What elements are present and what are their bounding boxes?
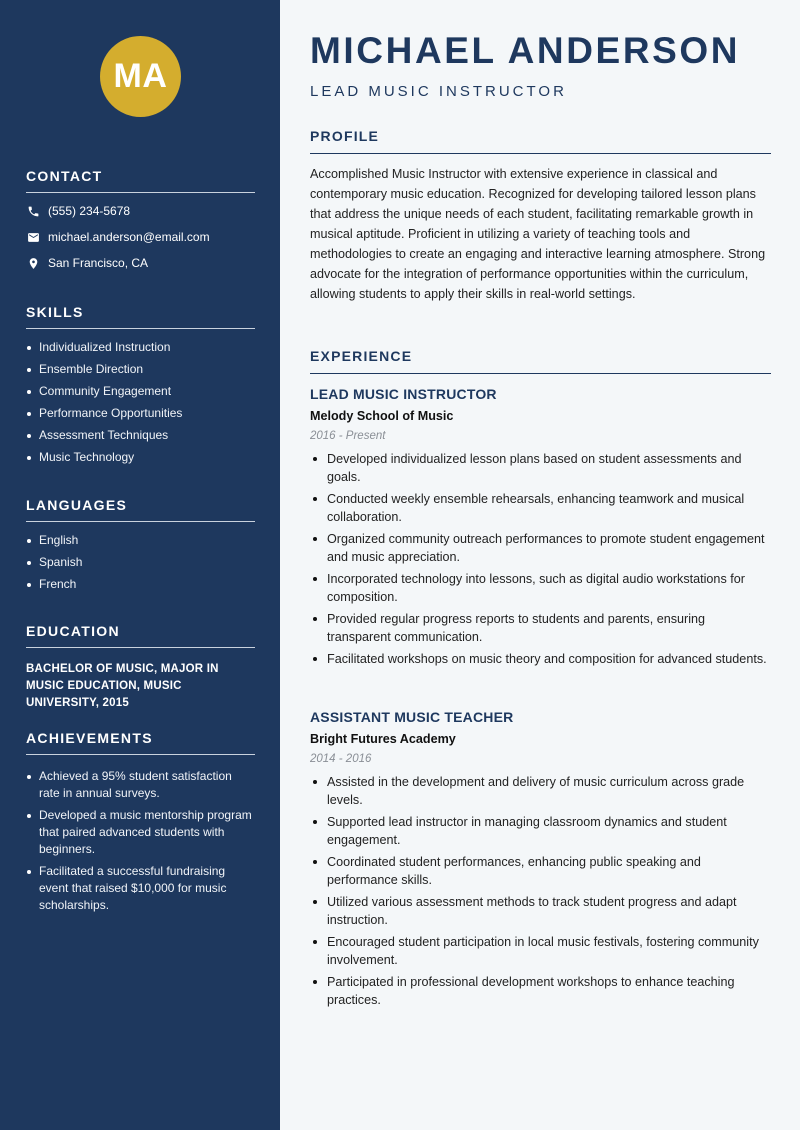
job-bullet: Supported lead instructor in managing classroom dynamics and student engagement. (310, 813, 771, 849)
candidate-role: LEAD MUSIC INSTRUCTOR (310, 83, 567, 100)
sidebar (0, 0, 280, 1130)
achievements-heading: ACHIEVEMENTS (26, 730, 255, 755)
job-company: Melody School of Music (310, 409, 454, 423)
job-bullets (310, 773, 771, 1009)
job-bullet: Incorporated technology into lessons, such as digital audio workstations for composition. (310, 570, 771, 606)
job-bullet: Developed individualized lesson plans based on student assessments and goals. (310, 450, 771, 486)
achievements-list (26, 768, 255, 914)
profile-heading: PROFILE (310, 128, 771, 154)
languages-section (26, 497, 255, 598)
job-bullet: Participated in professional development workshops to enhance teaching practices. (310, 973, 771, 1009)
skill-item: Ensemble Direction (26, 361, 255, 378)
skills-list (26, 339, 255, 466)
job-title: LEAD MUSIC INSTRUCTOR (310, 386, 497, 402)
job-bullet: Utilized various assessment methods to track student progress and adapt instruction. (310, 893, 771, 929)
job-bullet: Encouraged student participation in local music festivals, fostering community involvement. (310, 933, 771, 969)
skills-section (26, 304, 255, 471)
languages-heading: LANGUAGES (26, 497, 255, 522)
job-entry (310, 709, 771, 1013)
job-bullet: Provided regular progress reports to students and parents, ensuring transparent communication. (310, 610, 771, 646)
experience-heading: EXPERIENCE (310, 348, 771, 374)
location-text: San Francisco, CA (48, 256, 149, 270)
job-company: Bright Futures Academy (310, 732, 456, 746)
contact-email (26, 230, 255, 244)
email-text[interactable]: michael.anderson@email.com (48, 230, 210, 244)
job-bullet: Coordinated student performances, enhancing public speaking and performance skills. (310, 853, 771, 889)
contact-section (26, 168, 255, 270)
language-item: English (26, 532, 255, 549)
achievement-item: Developed a music mentorship program that paired advanced students with beginners. (26, 807, 255, 858)
contact-phone (26, 204, 255, 218)
candidate-name: MICHAEL ANDERSON (310, 30, 741, 71)
job-title: ASSISTANT MUSIC TEACHER (310, 709, 514, 725)
skill-item: Assessment Techniques (26, 427, 255, 444)
avatar: MA (100, 36, 181, 117)
job-bullet: Conducted weekly ensemble rehearsals, enhancing teamwork and musical collaboration. (310, 490, 771, 526)
skill-item: Music Technology (26, 449, 255, 466)
languages-list (26, 532, 255, 593)
skill-item: Individualized Instruction (26, 339, 255, 356)
job-entry (310, 386, 771, 672)
education-text: BACHELOR OF MUSIC, MAJOR IN MUSIC EDUCATION, MUSIC UNIVERSITY, 2015 (26, 663, 219, 709)
location-pin-icon (26, 256, 40, 270)
language-item: French (26, 576, 255, 593)
achievement-item: Achieved a 95% student satisfaction rate in annual surveys. (26, 768, 255, 802)
job-bullet: Assisted in the development and delivery of music curriculum across grade levels. (310, 773, 771, 809)
language-item: Spanish (26, 554, 255, 571)
skill-item: Community Engagement (26, 383, 255, 400)
achievement-item: Facilitated a successful fundraising event that raised $10,000 for music scholarships. (26, 863, 255, 914)
profile-text: Accomplished Music Instructor with extensive experience in classical and contemporary music education. Recognized for developing tailored lesson plans that address the unique needs of each student, facilitating remarkable growth in musical aptitude. Proficient in utilizing a variety of teaching tools and methodologies to create an engaging and interactive learning atmosphere. Strong advocate for the integration of performance opportunities within the curriculum, allowing students to apply their skills in real-world settings. (310, 167, 766, 301)
achievements-section (26, 730, 255, 919)
skill-item: Performance Opportunities (26, 405, 255, 422)
phone-text[interactable]: (555) 234-5678 (48, 204, 131, 218)
job-bullets (310, 450, 771, 668)
phone-icon (26, 204, 40, 218)
job-dates: 2016 - Present (310, 430, 386, 442)
contact-location (26, 256, 255, 270)
education-section (26, 623, 255, 712)
job-bullet: Facilitated workshops on music theory and composition for advanced students. (310, 650, 771, 668)
job-bullet: Organized community outreach performances to promote student engagement and music appreciation. (310, 530, 771, 566)
education-heading: EDUCATION (26, 623, 255, 648)
email-icon (26, 230, 40, 244)
job-dates: 2014 - 2016 (310, 753, 372, 765)
skills-heading: SKILLS (26, 304, 255, 329)
contact-heading: CONTACT (26, 168, 255, 193)
